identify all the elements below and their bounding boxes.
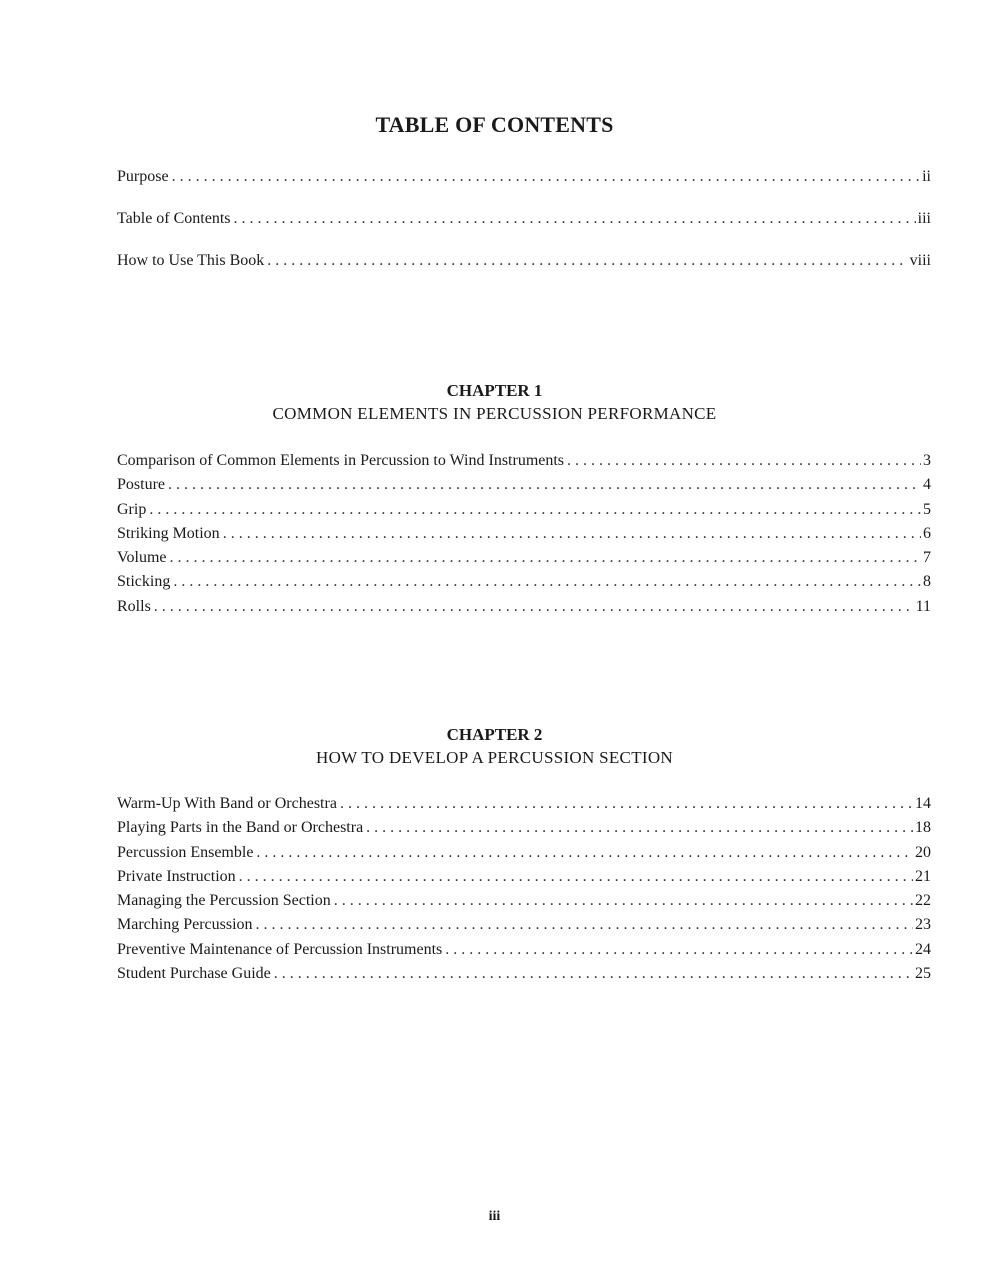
toc-entry-label: Percussion Ensemble — [117, 843, 254, 861]
toc-entry-page: iii — [917, 210, 931, 227]
toc-entry-page: 7 — [923, 549, 931, 567]
dot-leader — [239, 867, 913, 887]
chapter-number: CHAPTER 1 — [446, 381, 543, 400]
toc-entry-page: 22 — [915, 892, 931, 910]
dot-leader — [168, 475, 921, 495]
toc-entry-label: Playing Parts in the Band or Orchestra — [117, 819, 364, 837]
toc-entry-page: 20 — [915, 843, 931, 861]
toc-entry[interactable] — [117, 451, 931, 475]
toc-entry[interactable] — [117, 548, 931, 572]
chapter-1-heading — [0, 380, 989, 426]
toc-entry[interactable] — [117, 818, 931, 842]
dot-leader — [172, 167, 921, 187]
chapter-title: HOW TO DEVELOP A PERCUSSION SECTION — [316, 748, 673, 767]
dot-leader — [445, 940, 913, 960]
page-number: iii — [488, 1209, 501, 1224]
toc-entry-page: 24 — [915, 940, 931, 958]
toc-entry[interactable] — [117, 940, 931, 964]
dot-leader — [223, 524, 921, 544]
toc-entry[interactable] — [117, 964, 931, 988]
toc-entry[interactable] — [117, 915, 931, 939]
toc-entry-label: Student Purchase Guide — [117, 965, 271, 983]
dot-leader — [366, 818, 913, 838]
toc-entry[interactable] — [117, 500, 931, 524]
dot-leader — [154, 597, 914, 617]
toc-entry-label: How to Use This Book — [117, 252, 265, 269]
toc-entry-page: 21 — [915, 867, 931, 885]
toc-entry[interactable] — [117, 475, 931, 499]
toc-entry[interactable] — [117, 597, 931, 621]
toc-entry-label: Marching Percussion — [117, 916, 253, 934]
toc-entry-label: Grip — [117, 500, 147, 518]
toc-entry-page: 8 — [923, 573, 931, 591]
toc-entry-table-of-contents[interactable] — [117, 209, 931, 251]
toc-entry-page: 3 — [923, 452, 931, 469]
dot-leader — [256, 843, 913, 863]
toc-entry-page: 4 — [923, 476, 931, 494]
toc-entry-label: Warm-Up With Band or Orchestra — [117, 795, 337, 812]
toc-entry-page: 25 — [915, 965, 931, 983]
toc-entry-label: Purpose — [117, 168, 169, 185]
toc-entry-page: ii — [922, 168, 931, 185]
toc-entry-label: Striking Motion — [117, 524, 220, 542]
chapter-title: COMMON ELEMENTS IN PERCUSSION PERFORMANCE — [272, 404, 717, 423]
toc-entry[interactable] — [117, 867, 931, 891]
dot-leader — [267, 251, 907, 271]
front-matter-list — [117, 167, 931, 293]
dot-leader — [256, 915, 913, 935]
dot-leader — [169, 548, 921, 568]
toc-entry-label: Preventive Maintenance of Percussion Instruments — [117, 940, 443, 958]
toc-entry-label: Rolls — [117, 597, 151, 615]
toc-entry-page: 14 — [915, 795, 931, 812]
toc-entry[interactable] — [117, 891, 931, 915]
page-title: TABLE OF CONTENTS — [375, 112, 614, 137]
toc-entry-purpose[interactable] — [117, 167, 931, 209]
toc-entry-label: Private Instruction — [117, 867, 236, 885]
chapter-1-entries — [117, 451, 931, 621]
toc-entry-page: 5 — [923, 500, 931, 518]
toc-entry-page: 23 — [915, 916, 931, 934]
toc-entry-label: Comparison of Common Elements in Percussion to Wind Instruments — [117, 452, 565, 469]
toc-entry[interactable] — [117, 572, 931, 596]
toc-entry-label: Sticking — [117, 573, 171, 591]
toc-entry-page: 11 — [915, 597, 931, 615]
toc-entry-label: Managing the Percussion Section — [117, 892, 331, 910]
dot-leader — [567, 451, 921, 471]
toc-entry[interactable] — [117, 843, 931, 867]
toc-entry[interactable] — [117, 794, 931, 818]
toc-entry-page: 6 — [923, 524, 931, 542]
chapter-2-heading — [0, 724, 989, 770]
dot-leader — [173, 572, 921, 592]
toc-entry-page: 18 — [915, 819, 931, 837]
toc-entry-how-to-use[interactable] — [117, 251, 931, 293]
toc-entry-label: Table of Contents — [117, 210, 231, 227]
dot-leader — [274, 964, 913, 984]
toc-entry-page: viii — [909, 252, 931, 269]
dot-leader — [149, 500, 921, 520]
toc-entry-label: Volume — [117, 549, 167, 567]
dot-leader — [234, 209, 916, 229]
toc-entry[interactable] — [117, 524, 931, 548]
toc-entry-label: Posture — [117, 476, 165, 494]
chapter-number: CHAPTER 2 — [446, 725, 543, 744]
dot-leader — [340, 794, 913, 814]
chapter-2-entries — [117, 794, 931, 988]
dot-leader — [334, 891, 913, 911]
